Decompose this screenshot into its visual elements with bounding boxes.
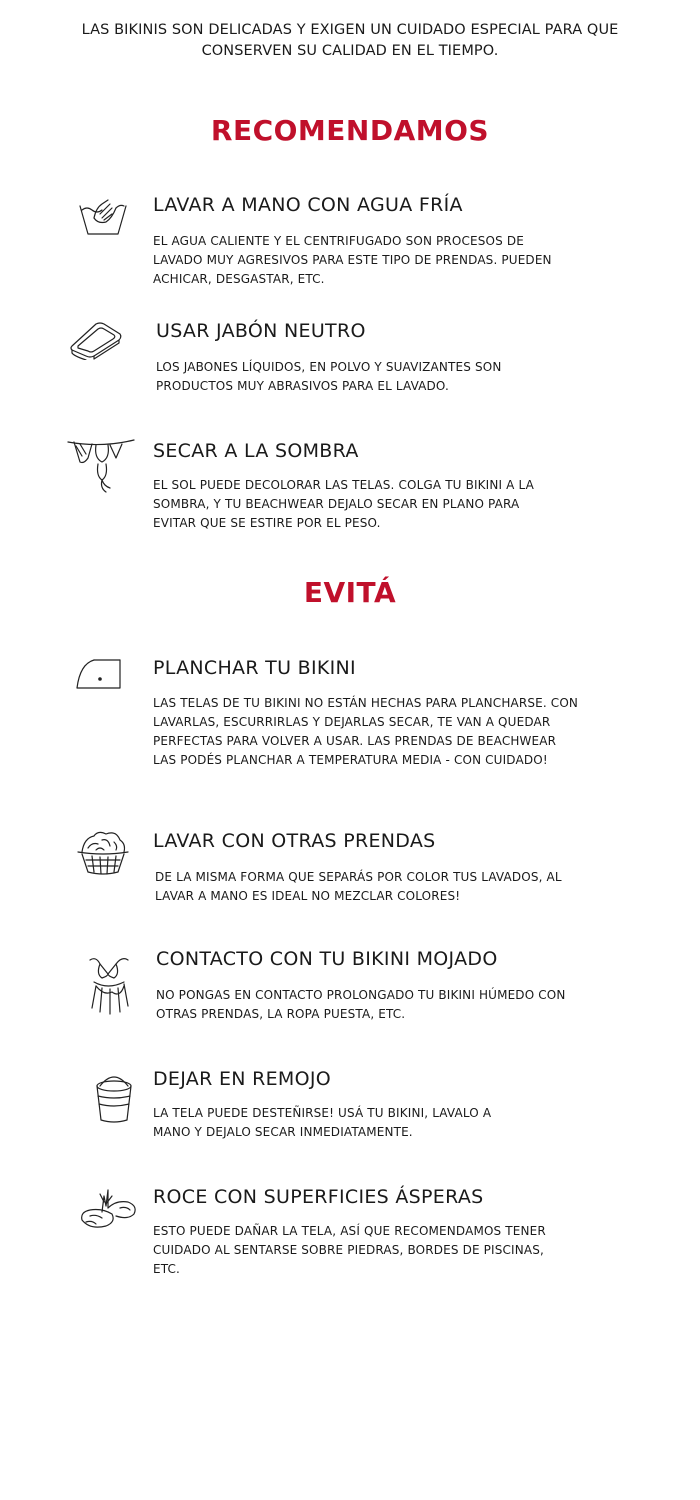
soap-bar-icon xyxy=(68,320,124,360)
clothesline-bikini-icon xyxy=(66,436,136,496)
rough-stones-icon xyxy=(76,1186,140,1230)
item-title: SECAR A LA SOMBRA xyxy=(153,440,359,462)
item-title: CONTACTO CON TU BIKINI MOJADO xyxy=(156,948,498,970)
item-body: LOS JABONES LÍQUIDOS, EN POLVO Y SUAVIZANTES SON PRODUCTOS MUY ABRASIVOS PARA EL LAVADO. xyxy=(156,360,502,393)
item-title: ROCE CON SUPERFICIES ÁSPERAS xyxy=(153,1186,484,1208)
item-title: PLANCHAR TU BIKINI xyxy=(153,657,356,679)
iron-icon xyxy=(74,656,124,692)
intro-text: LAS BIKINIS SON DELICADAS Y EXIGEN UN CUIDADO ESPECIAL PARA QUE CONSERVEN SU CALIDAD EN EL TIEMPO. xyxy=(81,22,619,59)
item-body: LA TELA PUEDE DESTEÑIRSE! USÁ TU BIKINI, LAVALO A MANO Y DEJALO SECAR INMEDIATAMENTE. xyxy=(153,1106,492,1139)
item-title: LAVAR CON OTRAS PRENDAS xyxy=(153,830,436,852)
item-title: DEJAR EN REMOJO xyxy=(153,1068,332,1090)
avoid-heading: EVITÁ xyxy=(303,576,397,609)
item-body: DE LA MISMA FORMA QUE SEPARÁS POR COLOR TUS LAVADOS, AL LAVAR A MANO ES IDEAL NO MEZCLAR COLORES! xyxy=(155,870,562,903)
laundry-basket-icon xyxy=(74,826,132,878)
item-body: LAS TELAS DE TU BIKINI NO ESTÁN HECHAS PARA PLANCHARSE. CON LAVARLAS, ESCURRIRLAS Y DEJARLAS SECAR, TE VAN A QUEDAR PERFECTAS PARA VOLVER A USAR. LAS PRENDAS DE BEACHWEAR LAS PODÉS PLANCHAR A TEMPERATURA MEDIA - CON CUIDADO! xyxy=(153,696,579,767)
item-title: USAR JABÓN NEUTRO xyxy=(156,320,366,342)
wet-bikini-icon xyxy=(86,952,132,1016)
recommend-heading: RECOMENDAMOS xyxy=(210,114,490,147)
item-body: ESTO PUEDE DAÑAR LA TELA, ASÍ QUE RECOMENDAMOS TENER CUIDADO AL SENTARSE SOBRE PIEDRAS, BORDES DE PISCINAS, ETC. xyxy=(153,1224,546,1276)
item-title: LAVAR A MANO CON AGUA FRÍA xyxy=(153,194,463,216)
hand-wash-icon xyxy=(78,194,128,238)
item-body: EL SOL PUEDE DECOLORAR LAS TELAS. COLGA TU BIKINI A LA SOMBRA, Y TU BEACHWEAR DEJALO SECAR EN PLANO PARA EVITAR QUE SE ESTIRE POR EL PESO. xyxy=(153,478,534,530)
item-body: NO PONGAS EN CONTACTO PROLONGADO TU BIKINI HÚMEDO CON OTRAS PRENDAS, LA ROPA PUESTA, ETC. xyxy=(156,988,566,1021)
item-body: EL AGUA CALIENTE Y EL CENTRIFUGADO SON PROCESOS DE LAVADO MUY AGRESIVOS PARA ESTE TIPO DE PRENDAS. PUEDEN ACHICAR, DESGASTAR, ETC. xyxy=(153,234,552,286)
bucket-icon xyxy=(94,1072,134,1124)
